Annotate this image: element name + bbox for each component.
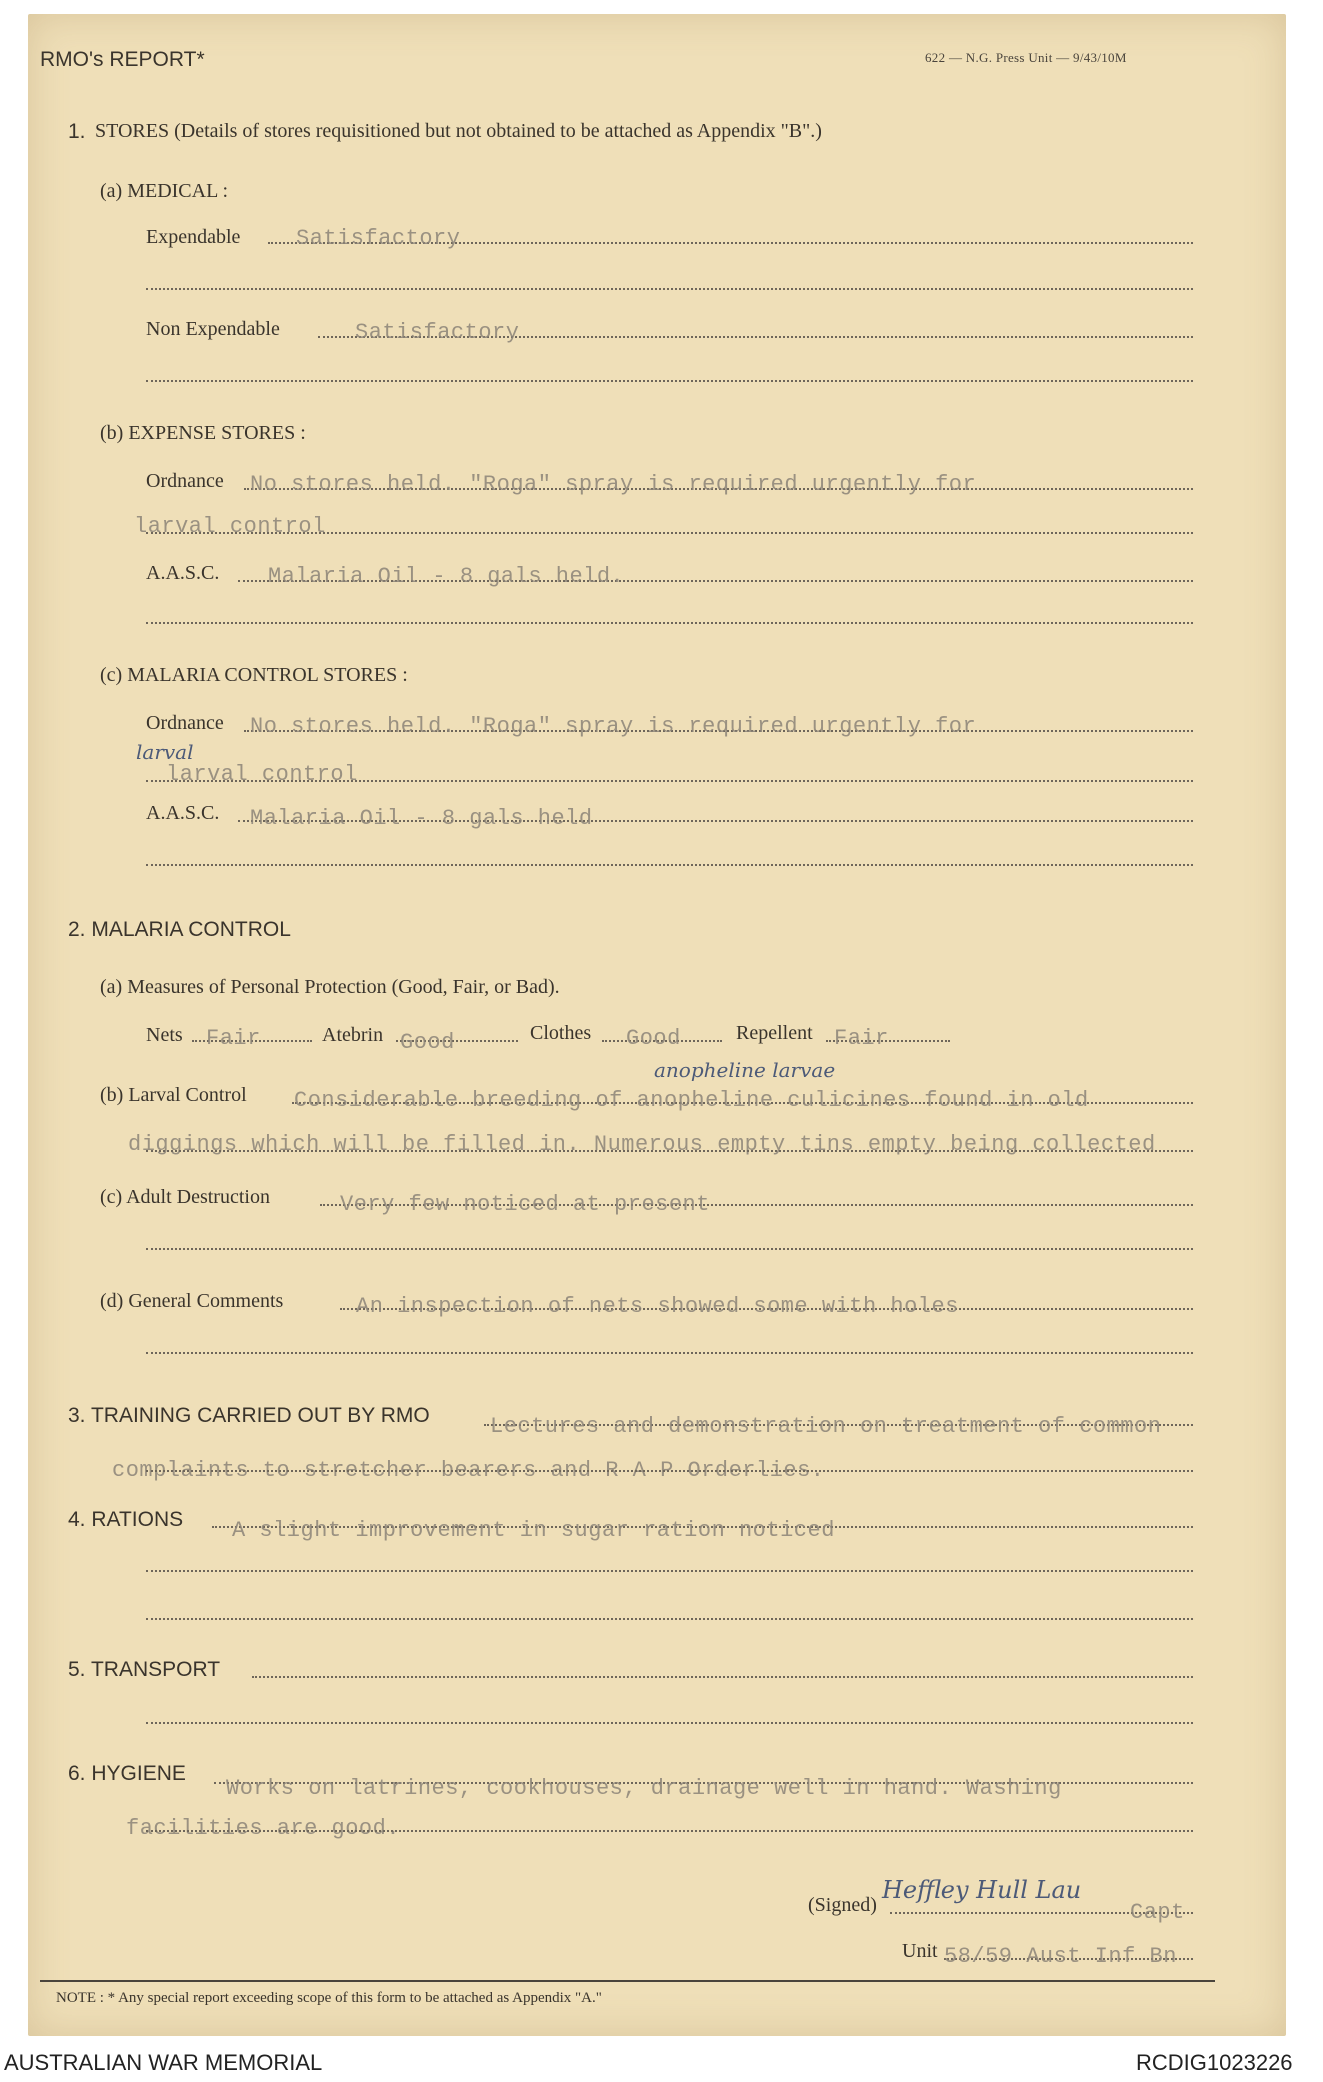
adult-destruction-label: (c) Adult Destruction (100, 1186, 270, 1208)
rations-value: A slight improvement in sugar ration noticed (232, 1518, 835, 1543)
repellent-label: Repellent (736, 1022, 813, 1044)
appendix-note: NOTE : * Any special report exceeding scope of this form to be attached as Appendix "A." (56, 1990, 602, 2006)
nets-label: Nets (146, 1024, 183, 1046)
section-1-heading: STORES (Details of stores requisitioned but not obtained to be attached as Appendix "B".) (95, 120, 822, 142)
malaria-ordnance-label: Ordnance (146, 712, 224, 734)
expense-ordnance-line-2 (146, 532, 1193, 534)
transport-line-2 (146, 1722, 1193, 1724)
adult-line-2 (146, 1248, 1193, 1250)
atebrin-label: Atebrin (322, 1024, 384, 1046)
footer-rule (40, 1980, 1215, 1982)
rations-line-2 (146, 1570, 1193, 1572)
non-expendable-value: Satisfactory (355, 320, 520, 345)
signature-rank: Capt (1130, 1900, 1185, 1925)
expense-aasc-line-2 (146, 622, 1193, 624)
section-1-number: 1. (68, 120, 86, 143)
press-mark: 622 — N.G. Press Unit — 9/43/10M (925, 50, 1127, 65)
expendable-line-2 (146, 288, 1193, 290)
clothes-value: Good (626, 1026, 681, 1051)
expense-ordnance-value: No stores held. "Roga" spray is required urgently for (250, 472, 977, 497)
unit-label: Unit (902, 1940, 938, 1962)
malaria-ordnance-handwriting: larval (136, 740, 194, 764)
general-value: An inspection of nets showed some with holes (356, 1294, 959, 1319)
non-expendable-label: Non Expendable (146, 318, 280, 340)
signed-label: (Signed) (808, 1894, 877, 1916)
malaria-aasc-line-2 (146, 864, 1193, 866)
malaria-ordnance-value: No stores held. "Roga" spray is required urgently for (250, 714, 977, 739)
hygiene-value: Works on latrines, cookhouses, drainage well in hand. Washing (226, 1776, 1062, 1801)
archive-name: AUSTRALIAN WAR MEMORIAL (4, 2050, 323, 2075)
training-value: Lectures and demonstration on treatment of common (490, 1414, 1162, 1439)
malaria-aasc-label: A.A.S.C. (146, 802, 220, 824)
larval-control-label: (b) Larval Control (100, 1084, 247, 1106)
expense-aasc-value: Malaria Oil - 8 gals held. (268, 564, 625, 589)
training-line-2 (146, 1470, 1193, 1472)
larval-handwriting: anopheline larvae (654, 1058, 836, 1082)
malaria-ordnance-line-2 (146, 780, 1193, 782)
expense-ordnance-label: Ordnance (146, 470, 224, 492)
hygiene-line-2 (146, 1830, 1193, 1832)
transport-label: 5. TRANSPORT (68, 1658, 221, 1681)
expense-aasc-label: A.A.S.C. (146, 562, 220, 584)
transport-line (252, 1676, 1193, 1678)
hygiene-label: 6. HYGIENE (68, 1762, 186, 1785)
training-value-2: complaints to stretcher bearers and R A P Orderlies. (112, 1458, 825, 1483)
general-comments-label: (d) General Comments (100, 1290, 284, 1312)
expendable-label: Expendable (146, 226, 241, 248)
non-expendable-line-2 (146, 380, 1193, 382)
larval-line-2 (146, 1150, 1193, 1152)
general-line-2 (146, 1352, 1193, 1354)
archive-id: RCDIG1023226 (1136, 2050, 1293, 2075)
report-title: RMO's REPORT* (40, 48, 205, 71)
section-2-heading: 2. MALARIA CONTROL (68, 918, 291, 941)
unit-value: 58/59 Aust Inf Bn (944, 1944, 1177, 1969)
expendable-value: Satisfactory (296, 226, 461, 251)
medical-label: (a) MEDICAL : (100, 180, 229, 202)
training-label: 3. TRAINING CARRIED OUT BY RMO (68, 1404, 430, 1427)
larval-value: Considerable breeding of anopheline culicines found in old (294, 1088, 1089, 1113)
personal-protection-label: (a) Measures of Personal Protection (Good, Fair, or Bad). (100, 976, 560, 998)
malaria-ordnance-value-2: larval control (166, 762, 358, 787)
clothes-label: Clothes (530, 1022, 592, 1044)
hygiene-value-2: facilities are good. (126, 1816, 401, 1841)
malaria-stores-label: (c) MALARIA CONTROL STORES : (100, 664, 408, 686)
expense-ordnance-value-2: larval control (134, 514, 326, 539)
nets-value: Fair (206, 1026, 261, 1051)
rations-label: 4. RATIONS (68, 1508, 184, 1531)
rations-line-3 (146, 1618, 1193, 1620)
signature-handwriting: Heffley Hull Lau (882, 1876, 1082, 1904)
atebrin-value: Good (400, 1030, 455, 1055)
larval-value-2: diggings which will be filled in. Numerous empty tins empty being collected (128, 1132, 1156, 1157)
expense-stores-label: (b) EXPENSE STORES : (100, 422, 306, 444)
adult-value: Very few noticed at present (340, 1192, 710, 1217)
malaria-aasc-value: Malaria Oil - 8 gals held (250, 806, 593, 831)
repellent-value: Fair (834, 1026, 889, 1051)
